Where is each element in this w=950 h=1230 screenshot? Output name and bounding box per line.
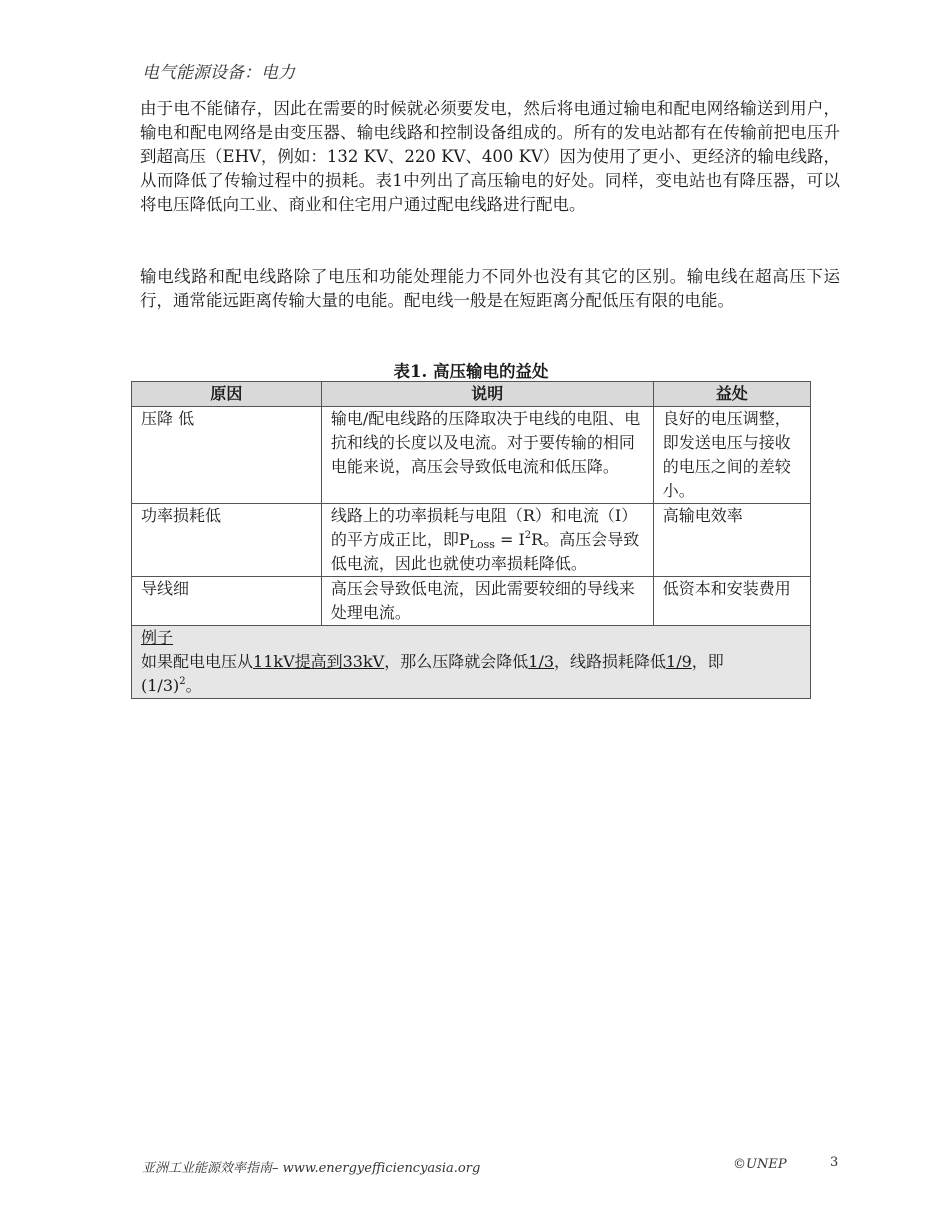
example-label: 例子 — [141, 628, 174, 647]
example-superscript: 2 — [179, 676, 186, 687]
cell-benefit: 良好的电压调整，即发送电压与接收的电压之间的差较小。 — [653, 407, 810, 504]
example-cell — [132, 626, 811, 699]
cell-reason: 导线细 — [132, 577, 322, 626]
formula-superscript: 2 — [524, 530, 532, 541]
cell-reason: 压降 低 — [132, 407, 322, 504]
table-row — [132, 407, 811, 504]
example-text-end: 。 — [185, 676, 202, 695]
formula-subscript: Loss — [469, 538, 495, 551]
cell-description — [321, 504, 653, 577]
cell-benefit: 高输电效率 — [653, 504, 810, 577]
footer-text: 亚洲工业能源效率指南– www.energyefficiencyasia.org — [142, 1161, 481, 1176]
example-loss: 1/9 — [666, 652, 692, 671]
header-description: 说明 — [321, 382, 653, 407]
example-text-1: 如果配电电压从 — [141, 652, 254, 671]
page-number: 3 — [830, 1155, 839, 1170]
table-row — [132, 577, 811, 626]
cell-description: 输电/配电线路的压降取决于电线的电阻、电抗和线的长度以及电流。对于要传输的相同电能来说，高压会导致低电流和低压降。 — [321, 407, 653, 504]
running-header: 电气能源设备：电力 — [142, 63, 295, 83]
formula-eq: = I — [494, 530, 525, 549]
cell-benefit: 低资本和安装费用 — [653, 577, 810, 626]
example-drop: 1/3 — [528, 652, 555, 671]
formula-p: P — [458, 530, 470, 549]
benefits-table — [131, 381, 811, 699]
example-voltage: 11kV提高到33kV — [253, 652, 385, 671]
cell-reason: 功率损耗低 — [132, 504, 322, 577]
paragraph-1: 由于电不能储存，因此在需要的时候就必须要发电，然后将电通过输电和配电网络输送到用户，输电和配电网络是由变压器、输电线路和控制设备组成的。所有的发电站都有在传输前把电压升到超高压（EHV，例如：132 KV、220 KV、400 KV）因为使用了更小、更经济的输电线路，从而降低了传输过程中的损耗。表1中列出了高压输电的好处。同样，变电站也有降压器，可以将电压降低向工业、商业和住宅用户通过配电线路进行配电。 — [140, 99, 840, 214]
footer-copyright: ©UNEP — [733, 1157, 787, 1172]
desc-text-end: R。高压会导致低电流，因此也就使功率损耗降低。 — [330, 530, 640, 573]
example-text-3: ，线路损耗降低 — [554, 652, 667, 671]
example-text-4: ，即 — [691, 652, 724, 671]
paragraph-2: 输电线路和配电线路除了电压和功能处理能力不同外也没有其它的区别。输电线在超高压下运行，通常能远距离传输大量的电能。配电线一般是在短距离分配低压有限的电能。 — [140, 267, 840, 310]
example-formula: (1/3) — [141, 676, 180, 695]
example-row — [132, 626, 811, 699]
example-text — [141, 650, 804, 698]
header-reason: 原因 — [132, 382, 322, 407]
example-text-2: ，那么压降就会降低 — [384, 652, 529, 671]
desc-text: 线路上的功率损耗与电阻（R）和电流（I）的平方成正比，即 — [330, 506, 638, 549]
cell-description: 高压会导致低电流，因此需要较细的导线来处理电流。 — [321, 577, 653, 626]
table-caption: 表1. 高压输电的益处 — [393, 362, 549, 381]
header-benefit: 益处 — [653, 382, 810, 407]
table-header-row — [132, 382, 811, 407]
table-row — [132, 504, 811, 577]
